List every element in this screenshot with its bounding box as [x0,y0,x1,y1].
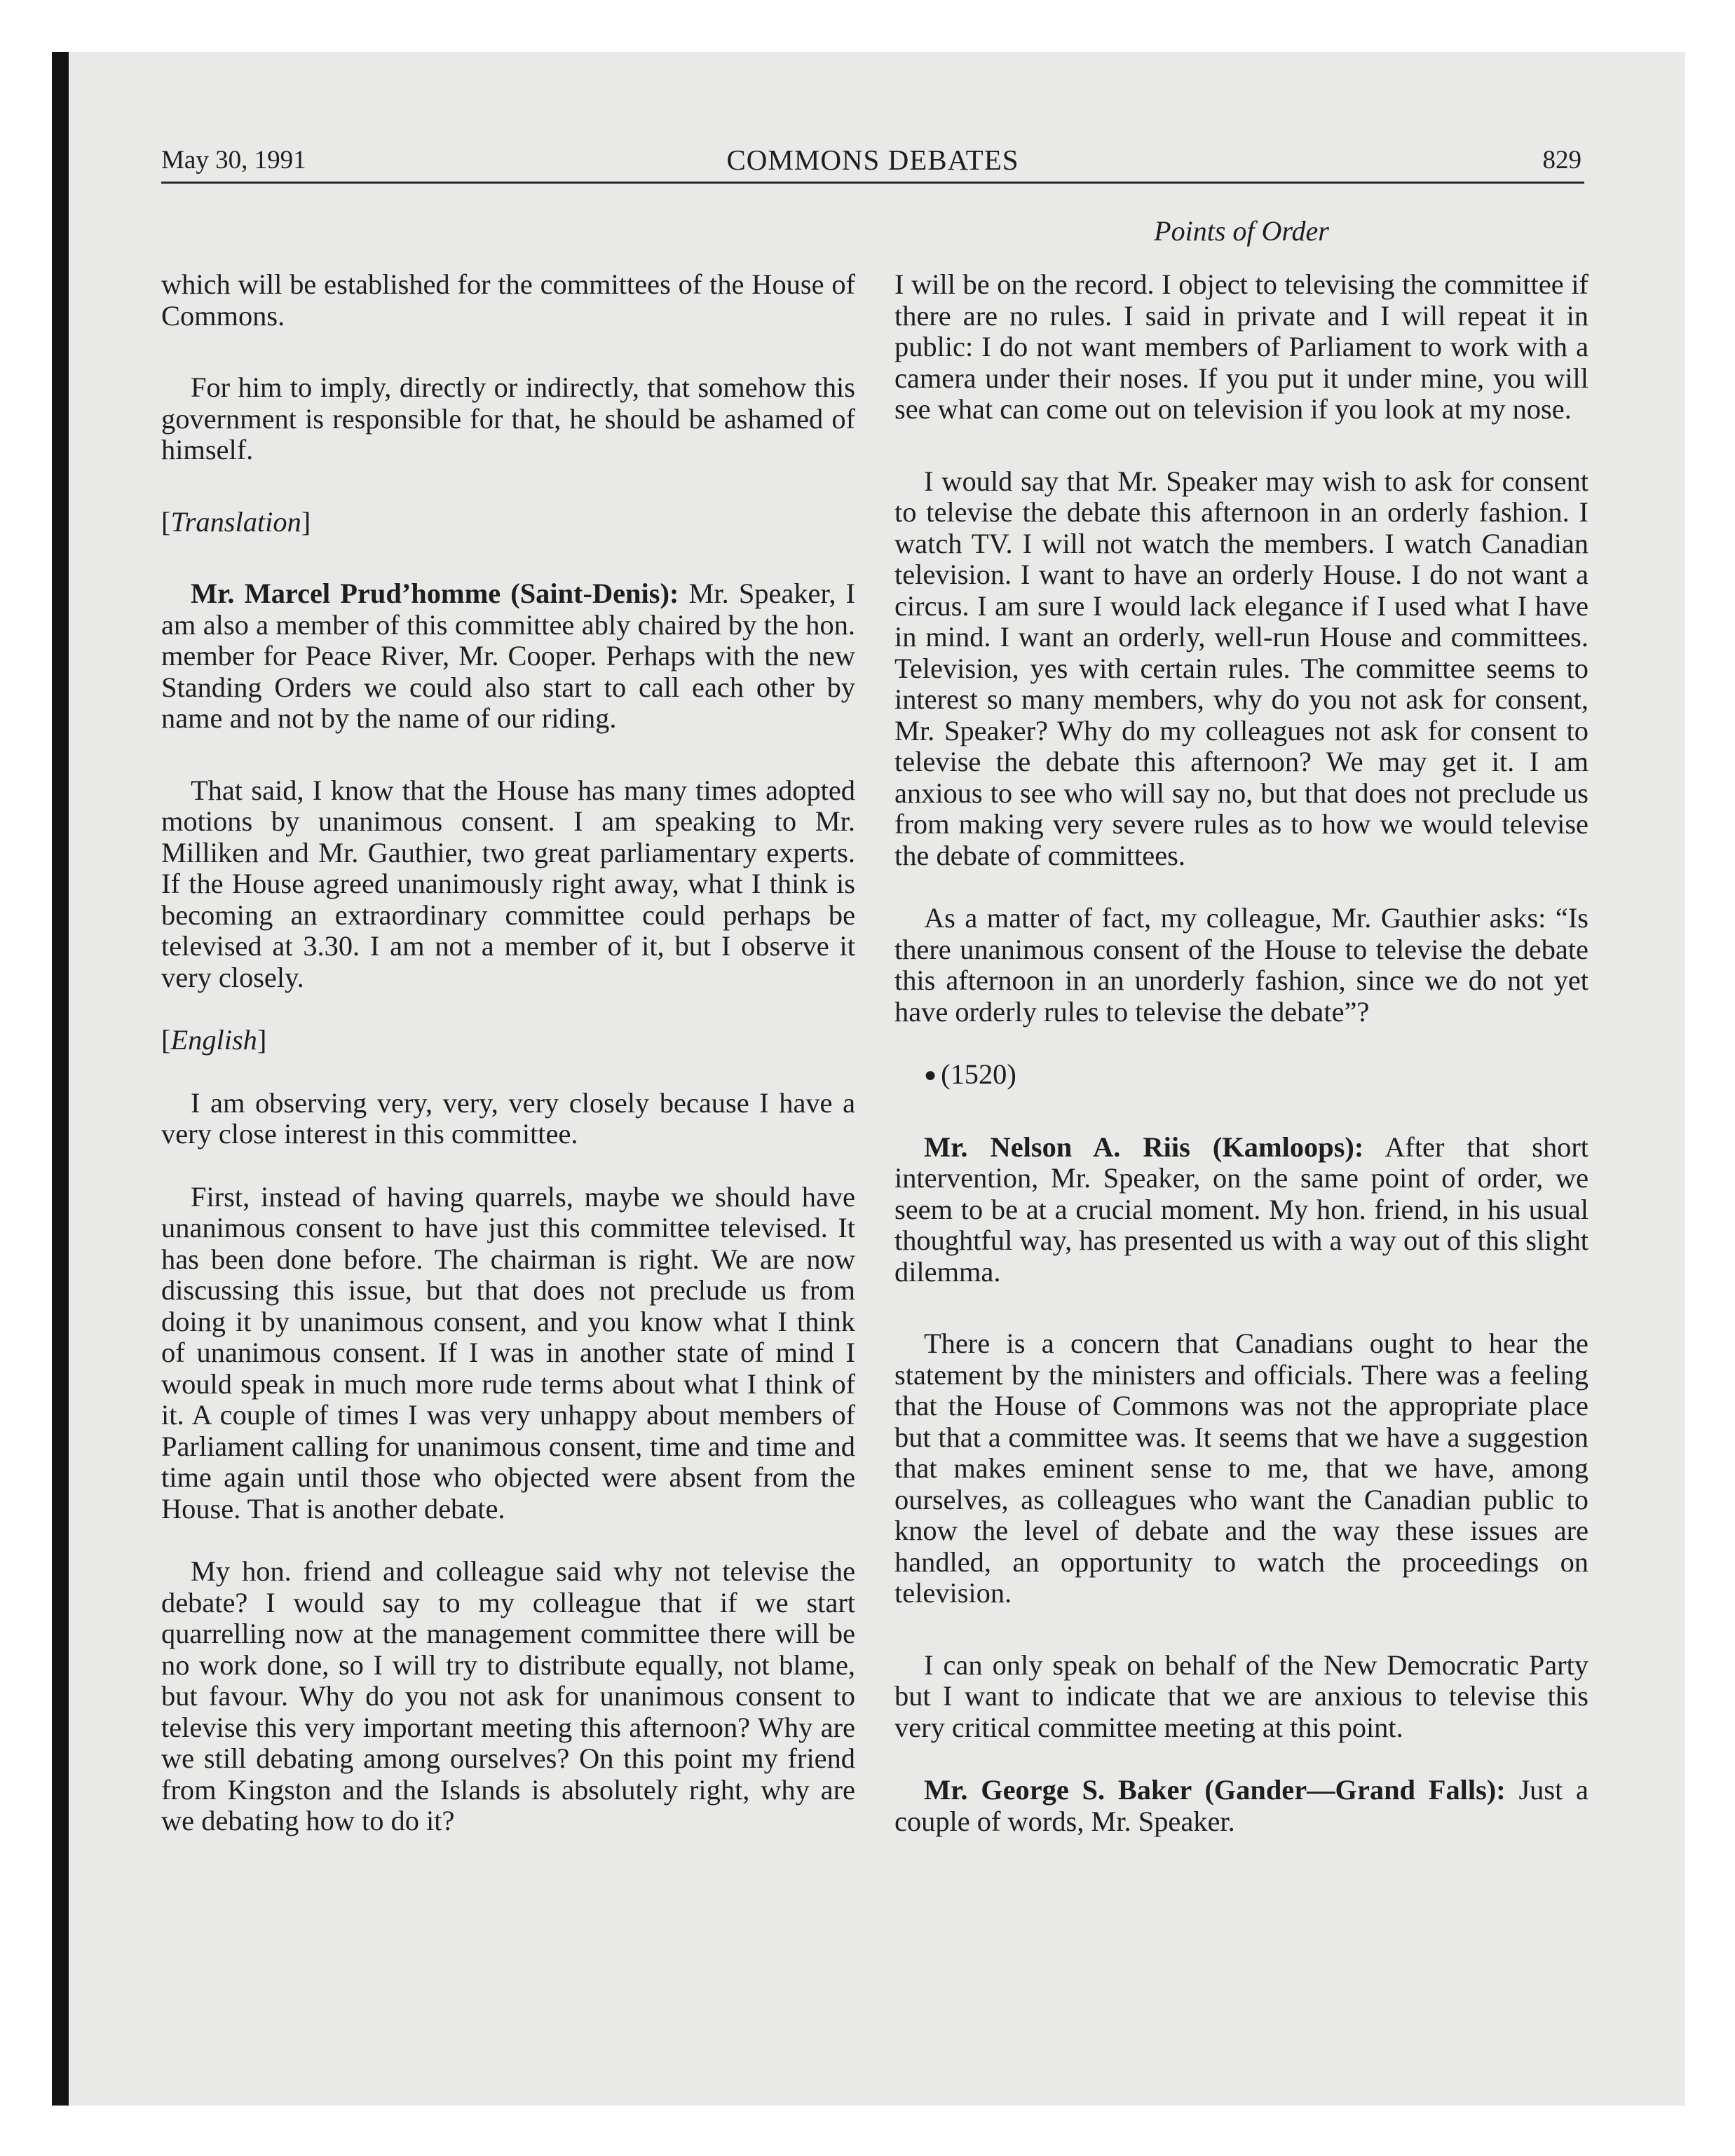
speaker-name: Mr. George S. Baker (Gander—Grand Falls): [924,1774,1506,1806]
speaker-paragraph [894,1132,1588,1288]
speaker-text: After that short intervention, Mr. Speaker, on the same point of order, we seem to be at a crucial moment. My hon. friend, in his usual thoughtful way, has presented us with a way out of this slight dilemma. [894,1131,1589,1288]
section-title: Points of Order [1154,215,1329,247]
header-rule [161,182,1584,184]
paragraph: I will be on the record. I object to televising the committee if there are no rules. I said in private and I will repeat it in public: I do not want members of Parliament to work with a camera under their noses. If you put it under mine, you will see what can come out on television if you look at my nose. [894,268,1588,425]
header-title: COMMONS DEBATES [726,144,1019,176]
right-column [894,269,1588,1837]
paragraph: There is a concern that Canadians ought to hear the statement by the ministers and officials. There was a feeling that the House of Commons was not the appropriate place but that a committee was. It seems that we have a suggestion that makes eminent sense to me, that we have, among ourselves, as colleagues who want the Canadian public to know the level of debate and the way these issues are handled, an opportunity to watch the proceedings on television. [894,1328,1588,1609]
speaker-text: Mr. Speaker, I am also a member of this committee ably chaired by the hon. member for Peace River, Mr. Cooper. Perhaps with the new Standing Orders we could also start to call each other by name and not by the name of our riding. [161,578,855,734]
paragraph: My hon. friend and colleague said why not televise the debate? I would say to my colleague that if we start quarrelling now at the management committee there will be no work done, so I will try to distribute equally, not blame, but favour. Why do you not ask for unanimous consent to televise this very important meeting this afternoon? Why are we still debating among ourselves? On this point my friend from Kingston and the Islands is absolutely right, why are we debating how to do it? [161,1555,855,1836]
timestamp [894,1059,1588,1091]
header-date: May 30, 1991 [161,146,306,175]
paragraph: I am observing very, very, very closely because I have a very close interest in this committee. [161,1086,855,1149]
scan-binding-edge [52,52,69,2106]
bullet-icon: ● [924,1063,937,1086]
speaker-paragraph [894,1775,1588,1837]
paragraph: First, instead of having quarrels, maybe we should have unanimous consent to have just this committee televised. It has been done before. The chairman is right. We are now discussing this issue, but that does not preclude us from doing it by unanimous consent, and you know what I think of unanimous consent. If I was in another state of mind I would speak in much more rude terms about what I think of it. A couple of times I was very unhappy about members of Parliament calling for unanimous consent, time and time and time again until those who objected were absent from the House. That is another debate. [161,1180,855,1524]
page-number: 829 [1542,146,1581,175]
paragraph: As a matter of fact, my colleague, Mr. Gauthier asks: “Is there unanimous consent of the House to televise the debate this afternoon in an unorderly fashion, since we do not yet have orderly rules to televise the debate”? [894,902,1588,1028]
running-header [161,139,1584,182]
paragraph: That said, I know that the House has many times adopted motions by unanimous consent. I am speaking to Mr. Milliken and Mr. Gauthier, two great parliamentary experts. If the House agreed unanimously right away, what I think is becoming an extraordinary committee could perhaps be televised at 3.30. I am not a member of it, but I observe it very closely. [161,774,855,993]
paragraph: I would say that Mr. Speaker may wish to ask for consent to televise the debate this afternoon in an orderly fashion. I watch TV. I will not watch the members. I watch Canadian television. I want to have an orderly House. I do not want a circus. I am sure I would lack elegance if I used what I have in mind. I want an orderly, well-run House and committees. Television, yes with certain rules. The committee seems to interest so many members, why do you not ask for consent, Mr. Speaker? Why do my colleagues not ask for consent to televise the debate this afternoon? We may get it. I am anxious to see who will say no, but that does not preclude us from making very severe rules as to how we would televise the debate of committees. [894,465,1588,871]
tag-text: Translation [170,505,301,538]
speaker-text: Just a couple of words, Mr. Speaker. [894,1774,1588,1837]
timestamp-text: (1520) [941,1058,1016,1090]
language-tag-english: [English] [161,1024,267,1056]
tag-text: English [170,1024,257,1056]
paragraph: which will be established for the committees of the House of Commons. [161,268,855,332]
language-tag-translation: [Translation] [161,505,311,538]
paragraph: For him to imply, directly or indirectly, that somehow this government is responsible for that, he should be ashamed of himself. [161,371,855,465]
left-column [161,269,855,1837]
paragraph: I can only speak on behalf of the New Democratic Party but I want to indicate that we are anxious to televise this very critical committee meeting at this point. [894,1649,1588,1743]
speaker-paragraph [161,578,855,735]
speaker-name: Mr. Nelson A. Riis (Kamloops): [924,1131,1364,1163]
speaker-name: Mr. Marcel Prud’homme (Saint-Denis): [191,578,679,609]
